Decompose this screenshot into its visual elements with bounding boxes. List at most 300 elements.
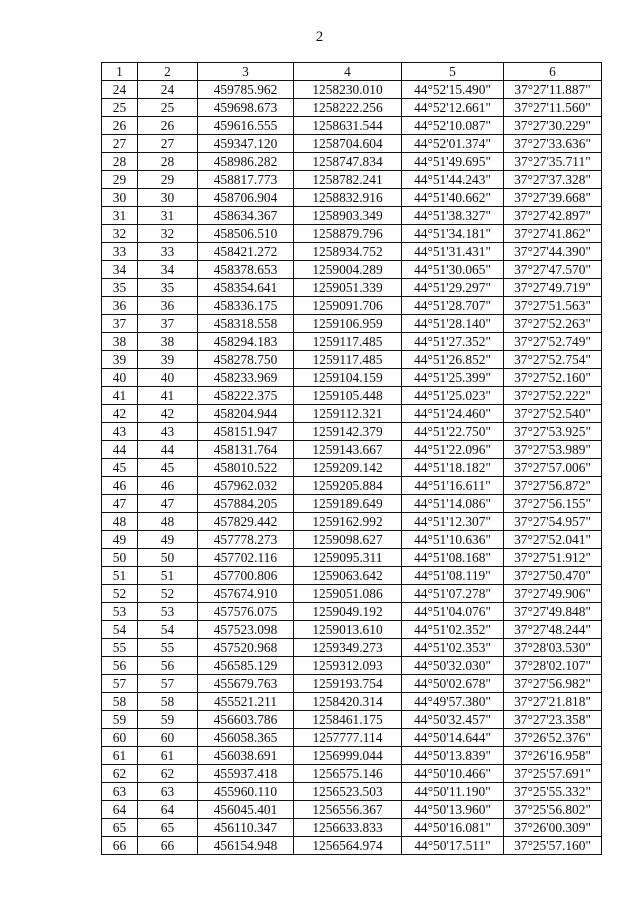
longitude-cell: 37°25'57.160": [504, 837, 602, 855]
table-row: [102, 117, 602, 135]
latitude-cell: 44°52'15.490": [402, 81, 504, 99]
point-index-cell: 47: [102, 495, 138, 513]
y-coordinate-cell: 1256575.146: [294, 765, 402, 783]
longitude-cell: 37°27'51.912": [504, 549, 602, 567]
table-body: [102, 81, 602, 855]
latitude-cell: 44°51'22.096": [402, 441, 504, 459]
latitude-cell: 44°51'28.707": [402, 297, 504, 315]
point-index-cell: 32: [102, 225, 138, 243]
point-number-cell: 64: [138, 801, 198, 819]
point-index-cell: 50: [102, 549, 138, 567]
latitude-cell: 44°52'12.661": [402, 99, 504, 117]
table-row: [102, 819, 602, 837]
latitude-cell: 44°50'16.081": [402, 819, 504, 837]
y-coordinate-cell: 1259162.992: [294, 513, 402, 531]
table-row: [102, 207, 602, 225]
table-row: [102, 189, 602, 207]
latitude-cell: 44°50'14.644": [402, 729, 504, 747]
x-coordinate-cell: 458278.750: [198, 351, 294, 369]
table-row: [102, 639, 602, 657]
table-row: [102, 711, 602, 729]
point-number-cell: 50: [138, 549, 198, 567]
point-index-cell: 64: [102, 801, 138, 819]
point-number-cell: 29: [138, 171, 198, 189]
table-row: [102, 765, 602, 783]
y-coordinate-cell: 1259104.159: [294, 369, 402, 387]
x-coordinate-cell: 455679.763: [198, 675, 294, 693]
longitude-cell: 37°27'30.229": [504, 117, 602, 135]
latitude-cell: 44°51'28.140": [402, 315, 504, 333]
table-row: [102, 333, 602, 351]
longitude-cell: 37°27'41.862": [504, 225, 602, 243]
latitude-cell: 44°51'31.431": [402, 243, 504, 261]
longitude-cell: 37°27'23.358": [504, 711, 602, 729]
point-number-cell: 52: [138, 585, 198, 603]
point-number-cell: 24: [138, 81, 198, 99]
latitude-cell: 44°51'04.076": [402, 603, 504, 621]
point-index-cell: 26: [102, 117, 138, 135]
longitude-cell: 37°26'00.309": [504, 819, 602, 837]
y-coordinate-cell: 1258631.544: [294, 117, 402, 135]
table-row: [102, 477, 602, 495]
longitude-cell: 37°27'52.263": [504, 315, 602, 333]
latitude-cell: 44°51'40.662": [402, 189, 504, 207]
y-coordinate-cell: 1258420.314: [294, 693, 402, 711]
table-row: [102, 837, 602, 855]
point-number-cell: 44: [138, 441, 198, 459]
point-number-cell: 63: [138, 783, 198, 801]
x-coordinate-cell: 458131.764: [198, 441, 294, 459]
x-coordinate-cell: 456045.401: [198, 801, 294, 819]
x-coordinate-cell: 457884.205: [198, 495, 294, 513]
point-index-cell: 46: [102, 477, 138, 495]
y-coordinate-cell: 1256556.367: [294, 801, 402, 819]
point-index-cell: 60: [102, 729, 138, 747]
latitude-cell: 44°51'29.297": [402, 279, 504, 297]
y-coordinate-cell: 1259209.142: [294, 459, 402, 477]
latitude-cell: 44°51'14.086": [402, 495, 504, 513]
longitude-cell: 37°27'11.887": [504, 81, 602, 99]
y-coordinate-cell: 1259091.706: [294, 297, 402, 315]
latitude-cell: 44°50'11.190": [402, 783, 504, 801]
latitude-cell: 44°51'12.307": [402, 513, 504, 531]
table-row: [102, 621, 602, 639]
latitude-cell: 44°52'01.374": [402, 135, 504, 153]
point-number-cell: 57: [138, 675, 198, 693]
x-coordinate-cell: 457576.075: [198, 603, 294, 621]
point-number-cell: 61: [138, 747, 198, 765]
y-coordinate-cell: 1258903.349: [294, 207, 402, 225]
point-number-cell: 58: [138, 693, 198, 711]
y-coordinate-cell: 1259098.627: [294, 531, 402, 549]
point-number-cell: 36: [138, 297, 198, 315]
table-row: [102, 225, 602, 243]
x-coordinate-cell: 455521.211: [198, 693, 294, 711]
point-number-cell: 37: [138, 315, 198, 333]
point-number-cell: 30: [138, 189, 198, 207]
point-number-cell: 35: [138, 279, 198, 297]
x-coordinate-cell: 457778.273: [198, 531, 294, 549]
table-row: [102, 567, 602, 585]
table-row: [102, 729, 602, 747]
x-coordinate-cell: 458378.653: [198, 261, 294, 279]
x-coordinate-cell: 456154.948: [198, 837, 294, 855]
longitude-cell: 37°25'55.332": [504, 783, 602, 801]
table-row: [102, 153, 602, 171]
table-row: [102, 81, 602, 99]
longitude-cell: 37°27'52.041": [504, 531, 602, 549]
latitude-cell: 44°51'02.353": [402, 639, 504, 657]
point-index-cell: 54: [102, 621, 138, 639]
column-header-1: 1: [102, 63, 138, 81]
page-number: 2: [315, 29, 324, 45]
y-coordinate-cell: 1259095.311: [294, 549, 402, 567]
table-row: [102, 351, 602, 369]
y-coordinate-cell: 1259112.321: [294, 405, 402, 423]
table-row: [102, 675, 602, 693]
latitude-cell: 44°51'27.352": [402, 333, 504, 351]
x-coordinate-cell: 458634.367: [198, 207, 294, 225]
table-row: [102, 315, 602, 333]
y-coordinate-cell: 1259051.339: [294, 279, 402, 297]
latitude-cell: 44°51'25.023": [402, 387, 504, 405]
y-coordinate-cell: 1259049.192: [294, 603, 402, 621]
point-index-cell: 58: [102, 693, 138, 711]
table-row: [102, 801, 602, 819]
x-coordinate-cell: 458706.904: [198, 189, 294, 207]
point-index-cell: 45: [102, 459, 138, 477]
table-row: [102, 135, 602, 153]
y-coordinate-cell: 1257777.114: [294, 729, 402, 747]
y-coordinate-cell: 1258934.752: [294, 243, 402, 261]
longitude-cell: 37°27'21.818": [504, 693, 602, 711]
longitude-cell: 37°27'52.540": [504, 405, 602, 423]
x-coordinate-cell: 458506.510: [198, 225, 294, 243]
header-row: [102, 63, 602, 81]
point-index-cell: 52: [102, 585, 138, 603]
latitude-cell: 44°50'13.960": [402, 801, 504, 819]
latitude-cell: 44°51'02.352": [402, 621, 504, 639]
longitude-cell: 37°27'57.006": [504, 459, 602, 477]
longitude-cell: 37°27'51.563": [504, 297, 602, 315]
y-coordinate-cell: 1259117.485: [294, 351, 402, 369]
x-coordinate-cell: 457962.032: [198, 477, 294, 495]
y-coordinate-cell: 1258832.916: [294, 189, 402, 207]
latitude-cell: 44°51'30.065": [402, 261, 504, 279]
table-row: [102, 243, 602, 261]
table-row: [102, 261, 602, 279]
y-coordinate-cell: 1259004.289: [294, 261, 402, 279]
x-coordinate-cell: 458817.773: [198, 171, 294, 189]
point-index-cell: 37: [102, 315, 138, 333]
longitude-cell: 37°27'48.244": [504, 621, 602, 639]
point-index-cell: 39: [102, 351, 138, 369]
latitude-cell: 44°51'18.182": [402, 459, 504, 477]
table-row: [102, 369, 602, 387]
x-coordinate-cell: 458294.183: [198, 333, 294, 351]
latitude-cell: 44°51'07.278": [402, 585, 504, 603]
latitude-cell: 44°51'25.399": [402, 369, 504, 387]
y-coordinate-cell: 1256633.833: [294, 819, 402, 837]
point-index-cell: 56: [102, 657, 138, 675]
point-index-cell: 57: [102, 675, 138, 693]
point-index-cell: 34: [102, 261, 138, 279]
x-coordinate-cell: 456038.691: [198, 747, 294, 765]
x-coordinate-cell: 457520.968: [198, 639, 294, 657]
point-index-cell: 65: [102, 819, 138, 837]
longitude-cell: 37°27'53.989": [504, 441, 602, 459]
point-number-cell: 42: [138, 405, 198, 423]
point-index-cell: 35: [102, 279, 138, 297]
x-coordinate-cell: 456058.365: [198, 729, 294, 747]
point-number-cell: 32: [138, 225, 198, 243]
x-coordinate-cell: 458421.272: [198, 243, 294, 261]
y-coordinate-cell: 1259312.093: [294, 657, 402, 675]
x-coordinate-cell: 458318.558: [198, 315, 294, 333]
point-index-cell: 29: [102, 171, 138, 189]
point-index-cell: 38: [102, 333, 138, 351]
latitude-cell: 44°50'17.511": [402, 837, 504, 855]
longitude-cell: 37°25'57.691": [504, 765, 602, 783]
latitude-cell: 44°49'57.380": [402, 693, 504, 711]
point-number-cell: 51: [138, 567, 198, 585]
x-coordinate-cell: 458222.375: [198, 387, 294, 405]
point-number-cell: 27: [138, 135, 198, 153]
point-number-cell: 47: [138, 495, 198, 513]
point-index-cell: 66: [102, 837, 138, 855]
latitude-cell: 44°51'26.852": [402, 351, 504, 369]
latitude-cell: 44°51'44.243": [402, 171, 504, 189]
table-row: [102, 657, 602, 675]
point-index-cell: 27: [102, 135, 138, 153]
x-coordinate-cell: 458151.947: [198, 423, 294, 441]
table-row: [102, 423, 602, 441]
latitude-cell: 44°50'32.030": [402, 657, 504, 675]
point-index-cell: 36: [102, 297, 138, 315]
x-coordinate-cell: 455937.418: [198, 765, 294, 783]
point-index-cell: 51: [102, 567, 138, 585]
longitude-cell: 37°27'37.328": [504, 171, 602, 189]
x-coordinate-cell: 459616.555: [198, 117, 294, 135]
y-coordinate-cell: 1259189.649: [294, 495, 402, 513]
point-number-cell: 33: [138, 243, 198, 261]
x-coordinate-cell: 457702.116: [198, 549, 294, 567]
table-row: [102, 585, 602, 603]
x-coordinate-cell: 459785.962: [198, 81, 294, 99]
point-index-cell: 25: [102, 99, 138, 117]
point-number-cell: 65: [138, 819, 198, 837]
point-number-cell: 49: [138, 531, 198, 549]
latitude-cell: 44°50'02.678": [402, 675, 504, 693]
table-row: [102, 99, 602, 117]
point-index-cell: 42: [102, 405, 138, 423]
point-number-cell: 26: [138, 117, 198, 135]
column-header-5: 5: [402, 63, 504, 81]
point-index-cell: 41: [102, 387, 138, 405]
longitude-cell: 37°27'52.754": [504, 351, 602, 369]
longitude-cell: 37°27'56.155": [504, 495, 602, 513]
x-coordinate-cell: 458204.944: [198, 405, 294, 423]
latitude-cell: 44°51'34.181": [402, 225, 504, 243]
longitude-cell: 37°27'49.848": [504, 603, 602, 621]
y-coordinate-cell: 1259142.379: [294, 423, 402, 441]
point-number-cell: 53: [138, 603, 198, 621]
point-index-cell: 28: [102, 153, 138, 171]
x-coordinate-cell: 457829.442: [198, 513, 294, 531]
column-header-6: 6: [504, 63, 602, 81]
x-coordinate-cell: 456585.129: [198, 657, 294, 675]
point-index-cell: 59: [102, 711, 138, 729]
point-number-cell: 60: [138, 729, 198, 747]
table-row: [102, 513, 602, 531]
longitude-cell: 37°25'56.802": [504, 801, 602, 819]
y-coordinate-cell: 1259105.448: [294, 387, 402, 405]
column-header-2: 2: [138, 63, 198, 81]
table-row: [102, 171, 602, 189]
y-coordinate-cell: 1259106.959: [294, 315, 402, 333]
longitude-cell: 37°27'49.719": [504, 279, 602, 297]
y-coordinate-cell: 1259205.884: [294, 477, 402, 495]
y-coordinate-cell: 1259143.667: [294, 441, 402, 459]
point-index-cell: 62: [102, 765, 138, 783]
latitude-cell: 44°50'13.839": [402, 747, 504, 765]
longitude-cell: 37°27'56.872": [504, 477, 602, 495]
point-index-cell: 53: [102, 603, 138, 621]
longitude-cell: 37°27'54.957": [504, 513, 602, 531]
point-number-cell: 54: [138, 621, 198, 639]
y-coordinate-cell: 1259051.086: [294, 585, 402, 603]
point-index-cell: 48: [102, 513, 138, 531]
point-number-cell: 41: [138, 387, 198, 405]
point-index-cell: 63: [102, 783, 138, 801]
latitude-cell: 44°50'32.457": [402, 711, 504, 729]
point-number-cell: 38: [138, 333, 198, 351]
x-coordinate-cell: 458010.522: [198, 459, 294, 477]
longitude-cell: 37°27'52.749": [504, 333, 602, 351]
latitude-cell: 44°50'10.466": [402, 765, 504, 783]
table-row: [102, 495, 602, 513]
y-coordinate-cell: 1256523.503: [294, 783, 402, 801]
longitude-cell: 37°27'52.160": [504, 369, 602, 387]
longitude-cell: 37°27'42.897": [504, 207, 602, 225]
point-index-cell: 30: [102, 189, 138, 207]
table-row: [102, 459, 602, 477]
y-coordinate-cell: 1256564.974: [294, 837, 402, 855]
y-coordinate-cell: 1258747.834: [294, 153, 402, 171]
longitude-cell: 37°27'35.711": [504, 153, 602, 171]
latitude-cell: 44°51'24.460": [402, 405, 504, 423]
longitude-cell: 37°27'33.636": [504, 135, 602, 153]
point-number-cell: 45: [138, 459, 198, 477]
latitude-cell: 44°52'10.087": [402, 117, 504, 135]
x-coordinate-cell: 458336.175: [198, 297, 294, 315]
point-index-cell: 44: [102, 441, 138, 459]
coordinates-table: [101, 62, 602, 855]
longitude-cell: 37°26'52.376": [504, 729, 602, 747]
longitude-cell: 37°26'16.958": [504, 747, 602, 765]
y-coordinate-cell: 1259063.642: [294, 567, 402, 585]
y-coordinate-cell: 1258222.256: [294, 99, 402, 117]
column-header-4: 4: [294, 63, 402, 81]
y-coordinate-cell: 1258704.604: [294, 135, 402, 153]
point-index-cell: 31: [102, 207, 138, 225]
x-coordinate-cell: 458354.641: [198, 279, 294, 297]
point-index-cell: 24: [102, 81, 138, 99]
point-number-cell: 59: [138, 711, 198, 729]
table-row: [102, 297, 602, 315]
point-number-cell: 46: [138, 477, 198, 495]
latitude-cell: 44°51'08.168": [402, 549, 504, 567]
y-coordinate-cell: 1258230.010: [294, 81, 402, 99]
longitude-cell: 37°27'11.560": [504, 99, 602, 117]
longitude-cell: 37°27'39.668": [504, 189, 602, 207]
table-row: [102, 279, 602, 297]
point-number-cell: 28: [138, 153, 198, 171]
x-coordinate-cell: 459698.673: [198, 99, 294, 117]
y-coordinate-cell: 1259013.610: [294, 621, 402, 639]
latitude-cell: 44°51'22.750": [402, 423, 504, 441]
x-coordinate-cell: 459347.120: [198, 135, 294, 153]
point-number-cell: 43: [138, 423, 198, 441]
table-row: [102, 603, 602, 621]
y-coordinate-cell: 1256999.044: [294, 747, 402, 765]
longitude-cell: 37°27'50.470": [504, 567, 602, 585]
table-row: [102, 387, 602, 405]
longitude-cell: 37°27'53.925": [504, 423, 602, 441]
longitude-cell: 37°27'44.390": [504, 243, 602, 261]
longitude-cell: 37°27'52.222": [504, 387, 602, 405]
point-number-cell: 56: [138, 657, 198, 675]
x-coordinate-cell: 458233.969: [198, 369, 294, 387]
longitude-cell: 37°28'03.530": [504, 639, 602, 657]
point-index-cell: 43: [102, 423, 138, 441]
y-coordinate-cell: 1259349.273: [294, 639, 402, 657]
point-number-cell: 55: [138, 639, 198, 657]
point-number-cell: 34: [138, 261, 198, 279]
x-coordinate-cell: 457523.098: [198, 621, 294, 639]
x-coordinate-cell: 457674.910: [198, 585, 294, 603]
longitude-cell: 37°27'47.570": [504, 261, 602, 279]
latitude-cell: 44°51'08.119": [402, 567, 504, 585]
table-row: [102, 693, 602, 711]
point-number-cell: 39: [138, 351, 198, 369]
column-header-3: 3: [198, 63, 294, 81]
point-number-cell: 25: [138, 99, 198, 117]
point-index-cell: 55: [102, 639, 138, 657]
longitude-cell: 37°27'56.982": [504, 675, 602, 693]
point-number-cell: 31: [138, 207, 198, 225]
longitude-cell: 37°27'49.906": [504, 585, 602, 603]
point-index-cell: 40: [102, 369, 138, 387]
point-index-cell: 49: [102, 531, 138, 549]
table-row: [102, 549, 602, 567]
y-coordinate-cell: 1259193.754: [294, 675, 402, 693]
y-coordinate-cell: 1259117.485: [294, 333, 402, 351]
x-coordinate-cell: 456110.347: [198, 819, 294, 837]
table-row: [102, 405, 602, 423]
table-row: [102, 783, 602, 801]
longitude-cell: 37°28'02.107": [504, 657, 602, 675]
table-row: [102, 441, 602, 459]
y-coordinate-cell: 1258879.796: [294, 225, 402, 243]
x-coordinate-cell: 455960.110: [198, 783, 294, 801]
point-index-cell: 33: [102, 243, 138, 261]
latitude-cell: 44°51'10.636": [402, 531, 504, 549]
point-number-cell: 48: [138, 513, 198, 531]
latitude-cell: 44°51'49.695": [402, 153, 504, 171]
latitude-cell: 44°51'38.327": [402, 207, 504, 225]
table-row: [102, 531, 602, 549]
